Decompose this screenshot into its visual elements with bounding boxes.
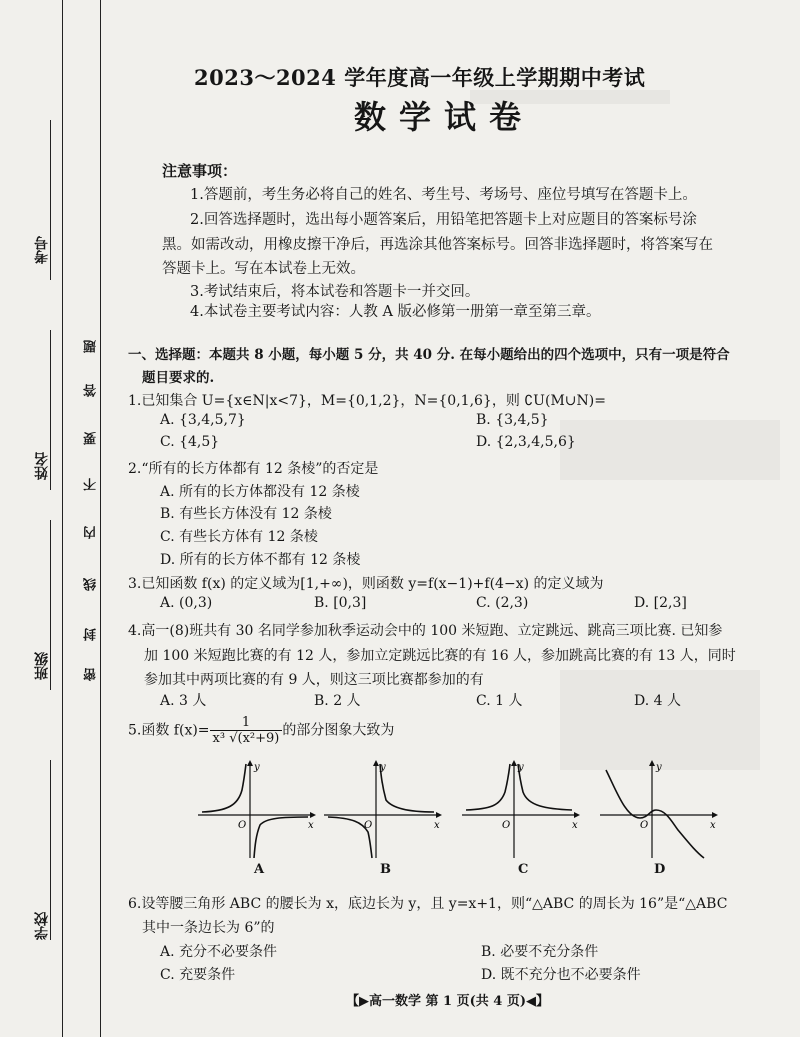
graph-label-d: D: [654, 862, 666, 877]
q1-option-b[interactable]: B. {3,4,5}: [476, 412, 549, 428]
seal-word: 题: [84, 340, 99, 353]
label-school: 学校: [34, 912, 50, 940]
seal-word: 答: [84, 384, 99, 397]
seal-word: 内: [84, 526, 99, 539]
notice-item: 4.本试卷主要考试内容：人教 A 版必修第一册第一章至第三章。: [190, 304, 601, 320]
seal-word: 要: [84, 432, 99, 445]
axis-x-label: x: [308, 820, 314, 831]
q6-option-c[interactable]: C. 充要条件: [160, 967, 236, 983]
q3-option-d[interactable]: D. [2,3]: [634, 595, 687, 611]
question-3-stem: 3.已知函数 f(x) 的定义域为[1,+∞)，则函数 y=f(x−1)+f(4−x) 的定义域为: [128, 576, 604, 592]
graph-label-a: A: [254, 862, 265, 877]
q1-option-d[interactable]: D. {2,3,4,5,6}: [476, 434, 576, 450]
axis-y-label: y: [656, 762, 662, 773]
axis-y-label: y: [518, 762, 524, 773]
q2-option-c[interactable]: C. 有些长方体有 12 条棱: [160, 529, 318, 545]
q6-option-a[interactable]: A. 充分不必要条件: [160, 944, 278, 960]
seal-word: 线: [84, 578, 99, 591]
origin-label: O: [238, 820, 247, 831]
graph-option-c[interactable]: [462, 760, 582, 860]
exam-page: [126, 0, 798, 1037]
q2-option-a[interactable]: A. 所有的长方体都没有 12 条棱: [160, 484, 360, 500]
question-6-stem-cont: 其中一条边长为 6”的: [142, 920, 275, 936]
field-school[interactable]: [50, 760, 51, 940]
field-name[interactable]: [50, 330, 51, 490]
graph-option-d[interactable]: [600, 760, 720, 860]
q4-option-d[interactable]: D. 4 人: [634, 693, 681, 709]
binding-strip: [0, 0, 125, 1037]
q6-option-b[interactable]: B. 必要不充分条件: [481, 944, 599, 960]
seal-word: 密: [84, 668, 99, 681]
notice-heading: 注意事项：: [162, 162, 238, 180]
q1-option-c[interactable]: C. {4,5}: [160, 434, 220, 450]
q6-option-d[interactable]: D. 既不充分也不必要条件: [481, 967, 641, 983]
axis-x-label: x: [434, 820, 440, 831]
notice-item: 答题卡上。写在本试卷上无效。: [162, 261, 365, 277]
axis-x-label: x: [710, 820, 716, 831]
notice-item: 2.回答选择题时，选出每小题答案后，用铅笔把答题卡上对应题目的答案标号涂: [190, 212, 697, 228]
q2-option-b[interactable]: B. 有些长方体没有 12 条棱: [160, 506, 332, 522]
q2-option-d[interactable]: D. 所有的长方体不都有 12 条棱: [160, 552, 361, 568]
q5-fraction: [210, 715, 283, 746]
q3-option-c[interactable]: C. (2,3): [476, 595, 529, 611]
axis-x-label: x: [572, 820, 578, 831]
q4-option-b[interactable]: B. 2 人: [314, 693, 361, 709]
q3-option-a[interactable]: A. (0,3): [160, 595, 213, 611]
axis-y-label: y: [380, 762, 386, 773]
q5-numerator: 1: [210, 715, 283, 731]
q5-denominator: x³ √(x²+9): [212, 731, 280, 746]
axis-y-label: y: [254, 762, 260, 773]
page-footer: 【▶高一数学 第 1 页(共 4 页)◀】: [346, 994, 550, 1009]
q5-suffix: 的部分图象大致为: [282, 722, 395, 739]
graph-option-a[interactable]: [198, 760, 318, 860]
seal-word: 封: [84, 628, 99, 641]
section-heading-cont: 题目要求的.: [142, 370, 215, 386]
question-1-stem: 1.已知集合 U={x∈N|x<7}，M={0,1,2}，N={0,1,6}，则 ∁U(M∪N)=: [128, 393, 606, 409]
origin-label: O: [640, 820, 649, 831]
graph-label-b: B: [380, 862, 391, 877]
exam-subject: 数学试卷: [354, 98, 535, 136]
q1-option-a[interactable]: A. {3,4,5,7}: [160, 412, 246, 428]
graph-label-c: C: [518, 862, 529, 877]
field-class[interactable]: [50, 520, 51, 690]
question-5-stem: [128, 715, 394, 746]
question-2-stem: 2.“所有的长方体都有 12 条棱”的否定是: [128, 461, 379, 477]
notice-item: 1.答题前，考生务必将自己的姓名、考生号、考场号、座位号填写在答题卡上。: [190, 187, 697, 203]
q5-prefix: 5.函数 f(x)=: [128, 722, 210, 739]
question-4-stem: 4.高一(8)班共有 30 名同学参加秋季运动会中的 100 米短跑、立定跳远、跳高三项比赛. 已知参: [128, 623, 723, 639]
exam-title: 2023～2024 学年度高一年级上学期期中考试: [194, 65, 646, 90]
section-heading: 一、选择题：本题共 8 小题，每小题 5 分，共 40 分. 在每小题给出的四个选项中，只有一项是符合: [128, 347, 730, 363]
origin-label: O: [502, 820, 511, 831]
question-4-stem-cont: 参加其中两项比赛的有 9 人，则这三项比赛都参加的有: [144, 672, 484, 688]
label-exam-number: 考号: [34, 236, 50, 264]
question-4-stem-cont: 加 100 米短跑比赛的有 12 人，参加立定跳远比赛的有 16 人，参加跳高比赛的有 13 人，同时: [144, 648, 736, 664]
seal-word: 不: [84, 478, 99, 491]
field-exam-number[interactable]: [50, 120, 51, 280]
q3-option-b[interactable]: B. [0,3]: [314, 595, 367, 611]
notice-item: 3.考试结束后，将本试卷和答题卡一并交回。: [190, 284, 480, 300]
graph-option-b[interactable]: [324, 760, 444, 860]
binding-line-outer: [62, 0, 63, 1037]
label-name: 姓名: [34, 452, 50, 480]
binding-line-inner: [100, 0, 101, 1037]
q4-option-c[interactable]: C. 1 人: [476, 693, 523, 709]
label-class: 班级: [34, 652, 50, 680]
q4-option-a[interactable]: A. 3 人: [160, 693, 207, 709]
question-6-stem: 6.设等腰三角形 ABC 的腰长为 x，底边长为 y，且 y=x+1，则“△ABC 的周长为 16”是“△ABC: [128, 896, 728, 912]
origin-label: O: [364, 820, 373, 831]
notice-item: 黑。如需改动，用橡皮擦干净后，再选涂其他答案标号。回答非选择题时，将答案写在: [162, 237, 713, 253]
